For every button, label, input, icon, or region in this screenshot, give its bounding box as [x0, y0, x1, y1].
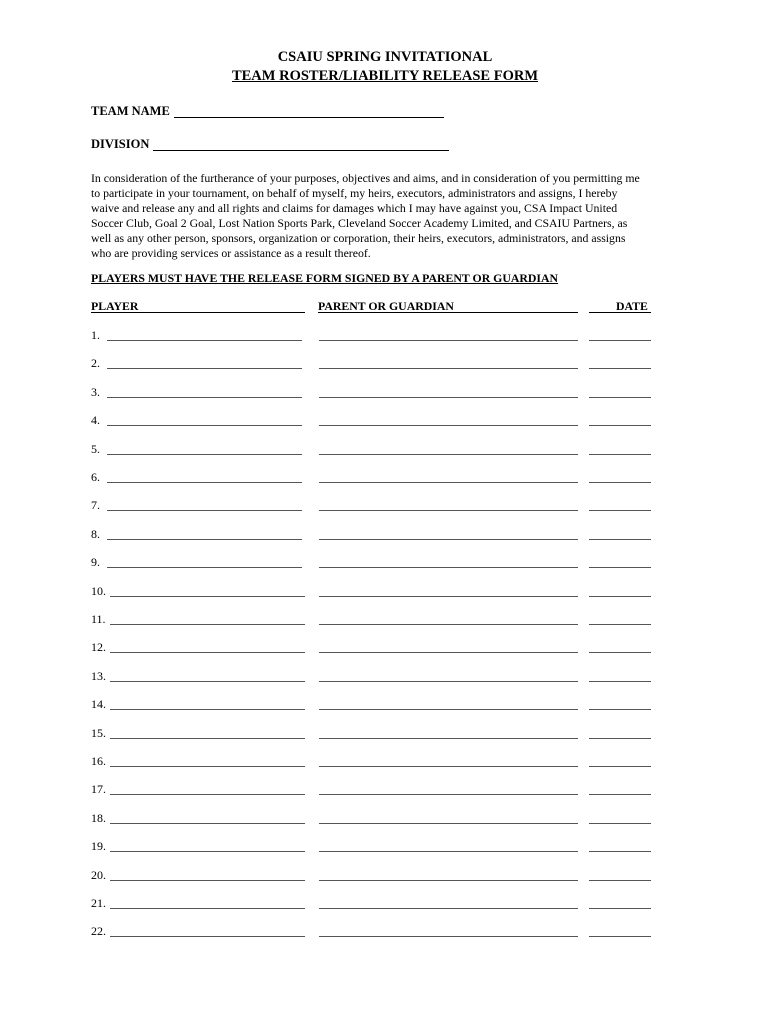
parent-signature-line[interactable]: [319, 766, 578, 767]
date-line[interactable]: [589, 823, 651, 824]
row-number: 4.: [91, 413, 100, 427]
roster-row: [0, 868, 770, 884]
roster-row: [0, 470, 770, 486]
row-number: 12.: [91, 640, 106, 654]
player-signature-line[interactable]: [107, 397, 302, 398]
player-signature-line[interactable]: [110, 652, 305, 653]
row-number: 8.: [91, 527, 100, 541]
player-signature-line[interactable]: [110, 624, 305, 625]
player-signature-line[interactable]: [107, 425, 302, 426]
date-line[interactable]: [589, 851, 651, 852]
date-line[interactable]: [589, 709, 651, 710]
player-signature-line[interactable]: [110, 738, 305, 739]
row-number: 2.: [91, 356, 100, 370]
row-number: 15.: [91, 726, 106, 740]
parent-signature-line[interactable]: [319, 425, 578, 426]
roster-row: [0, 839, 770, 855]
row-number: 6.: [91, 470, 100, 484]
row-number: 22.: [91, 924, 106, 938]
player-signature-line[interactable]: [110, 596, 305, 597]
date-line[interactable]: [589, 624, 651, 625]
roster-row: [0, 811, 770, 827]
roster-row: [0, 328, 770, 344]
parent-signature-line[interactable]: [319, 880, 578, 881]
parent-signature-line[interactable]: [319, 681, 578, 682]
team-name-line[interactable]: [174, 105, 444, 118]
row-number: 5.: [91, 442, 100, 456]
date-line[interactable]: [589, 652, 651, 653]
row-number: 11.: [91, 612, 106, 626]
row-number: 14.: [91, 697, 106, 711]
parent-signature-line[interactable]: [319, 851, 578, 852]
date-line[interactable]: [589, 794, 651, 795]
row-number: 1.: [91, 328, 100, 342]
division-line[interactable]: [153, 138, 449, 151]
date-line[interactable]: [589, 596, 651, 597]
row-number: 18.: [91, 811, 106, 825]
team-name-label: TEAM NAME: [91, 104, 170, 118]
row-number: 9.: [91, 555, 100, 569]
row-number: 7.: [91, 498, 100, 512]
roster-row: [0, 442, 770, 458]
form-title: CSAIU SPRING INVITATIONAL: [277, 49, 493, 65]
parent-signature-line[interactable]: [319, 709, 578, 710]
parent-signature-line[interactable]: [319, 454, 578, 455]
team-name-field[interactable]: [91, 104, 444, 118]
roster-row: [0, 924, 770, 940]
player-signature-line[interactable]: [110, 823, 305, 824]
roster-row: [0, 498, 770, 514]
player-signature-line[interactable]: [110, 908, 305, 909]
date-line[interactable]: [589, 880, 651, 881]
roster-row: [0, 385, 770, 401]
column-header-player: PLAYER: [91, 299, 139, 313]
row-number: 21.: [91, 896, 106, 910]
column-header-date: DATE: [616, 299, 648, 313]
date-line[interactable]: [589, 908, 651, 909]
row-number: 16.: [91, 754, 106, 768]
date-line[interactable]: [589, 567, 651, 568]
roster-row: [0, 413, 770, 429]
column-header-rule-parent: [318, 312, 578, 313]
column-header-parent: PARENT OR GUARDIAN: [318, 299, 454, 313]
roster-row: [0, 640, 770, 656]
parent-signature-line[interactable]: [319, 567, 578, 568]
column-header-rule-player: [91, 312, 305, 313]
roster-row: [0, 782, 770, 798]
parent-signature-line[interactable]: [319, 624, 578, 625]
player-signature-line[interactable]: [107, 340, 302, 341]
parent-signature-line[interactable]: [319, 510, 578, 511]
date-line[interactable]: [589, 681, 651, 682]
date-line[interactable]: [589, 454, 651, 455]
division-label: DIVISION: [91, 137, 150, 151]
parent-signature-line[interactable]: [319, 340, 578, 341]
row-number: 3.: [91, 385, 100, 399]
player-signature-line[interactable]: [110, 851, 305, 852]
release-statement-line: who are providing services or assistance as a result thereof.: [91, 246, 371, 260]
player-signature-line[interactable]: [107, 510, 302, 511]
date-line[interactable]: [589, 368, 651, 369]
roster-row: [0, 555, 770, 571]
roster-row: [0, 527, 770, 543]
roster-row: [0, 612, 770, 628]
date-line[interactable]: [589, 482, 651, 483]
date-line[interactable]: [589, 425, 651, 426]
player-signature-line[interactable]: [110, 681, 305, 682]
player-signature-line[interactable]: [110, 794, 305, 795]
release-statement-line: waive and release any and all rights and claims for damages which I may have against you, CSA Impact United: [91, 201, 618, 215]
parent-signature-line[interactable]: [319, 652, 578, 653]
row-number: 17.: [91, 782, 106, 796]
player-signature-line[interactable]: [107, 454, 302, 455]
roster-row: [0, 584, 770, 600]
date-line[interactable]: [589, 510, 651, 511]
player-signature-line[interactable]: [110, 709, 305, 710]
parent-signature-line[interactable]: [319, 794, 578, 795]
row-number: 13.: [91, 669, 106, 683]
roster-row: [0, 669, 770, 685]
row-number: 10.: [91, 584, 106, 598]
date-line[interactable]: [589, 936, 651, 937]
date-line[interactable]: [589, 539, 651, 540]
release-statement: [91, 171, 683, 261]
release-statement-line: to participate in your tournament, on behalf of myself, my heirs, executors, administrators and assigns, I hereby: [91, 186, 618, 200]
roster-row: [0, 754, 770, 770]
roster-row: [0, 896, 770, 912]
release-statement-line: Soccer Club, Goal 2 Goal, Lost Nation Sports Park, Cleveland Soccer Academy Limited, and CSAIU Partners, as: [91, 216, 628, 230]
player-signature-line[interactable]: [107, 482, 302, 483]
parent-signature-line[interactable]: [319, 539, 578, 540]
player-signature-line[interactable]: [107, 368, 302, 369]
parent-signature-line[interactable]: [319, 936, 578, 937]
parent-signature-line[interactable]: [319, 823, 578, 824]
player-signature-line[interactable]: [110, 880, 305, 881]
player-signature-line[interactable]: [110, 766, 305, 767]
date-line[interactable]: [589, 397, 651, 398]
column-header-rule-date: [589, 312, 651, 313]
parent-signature-line[interactable]: [319, 368, 578, 369]
date-line[interactable]: [589, 766, 651, 767]
roster-row: [0, 726, 770, 742]
player-signature-line[interactable]: [110, 936, 305, 937]
parent-signature-line[interactable]: [319, 908, 578, 909]
date-line[interactable]: [589, 340, 651, 341]
date-line[interactable]: [589, 738, 651, 739]
form-subtitle: TEAM ROSTER/LIABILITY RELEASE FORM: [231, 68, 539, 84]
row-number: 19.: [91, 839, 106, 853]
roster-row: [0, 356, 770, 372]
parent-signature-line[interactable]: [319, 596, 578, 597]
parent-signature-line[interactable]: [319, 482, 578, 483]
release-statement-line: In consideration of the furtherance of your purposes, objectives and aims, and in consideration of you permitting me: [91, 171, 640, 185]
division-field[interactable]: [91, 137, 449, 151]
player-signature-line[interactable]: [107, 567, 302, 568]
parent-signature-line[interactable]: [319, 738, 578, 739]
roster-row: [0, 697, 770, 713]
release-statement-line: well as any other person, sponsors, organization or corporation, their heirs, executors, administrators, and assigns: [91, 231, 626, 245]
signature-notice: PLAYERS MUST HAVE THE RELEASE FORM SIGNED BY A PARENT OR GUARDIAN: [91, 271, 559, 285]
row-number: 20.: [91, 868, 106, 882]
player-signature-line[interactable]: [107, 539, 302, 540]
parent-signature-line[interactable]: [319, 397, 578, 398]
